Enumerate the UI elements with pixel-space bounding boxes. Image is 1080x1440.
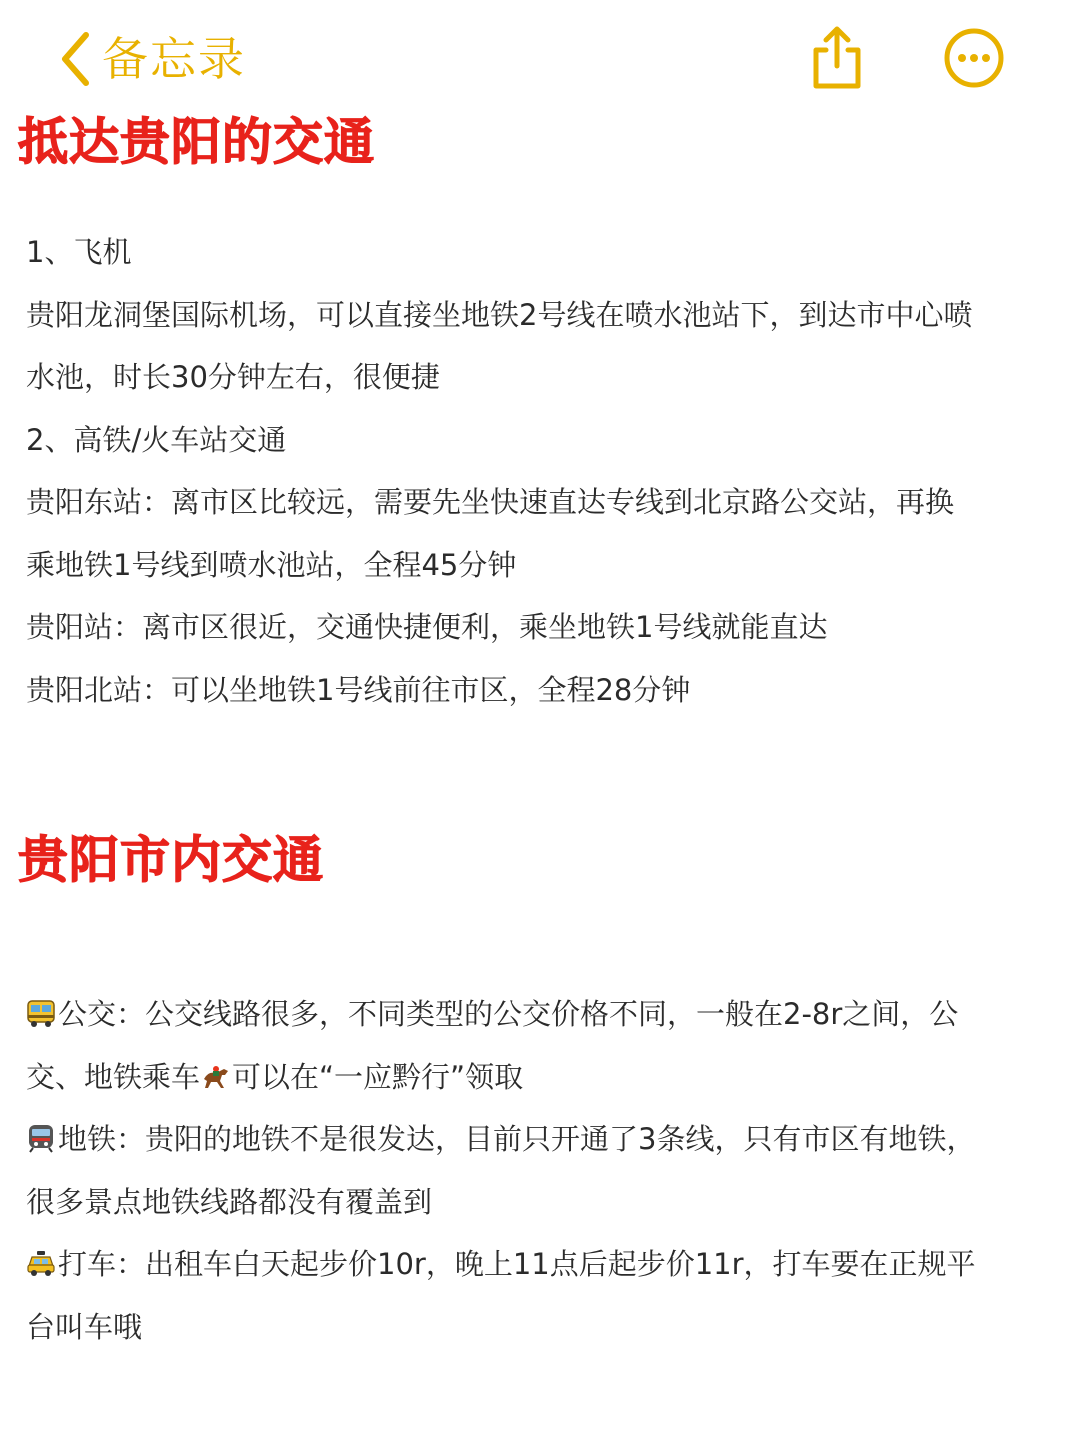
section-heading-city-transport: 贵阳市内交通	[18, 831, 324, 889]
more-button[interactable]	[942, 26, 1006, 90]
bus-icon	[26, 998, 56, 1028]
chevron-left-icon	[58, 29, 92, 89]
content-line: 贵阳东站：离市区比较远，需要先坐快速直达专线到北京路公交站，再换	[26, 485, 955, 519]
city-transport-content	[26, 983, 1056, 1358]
content-line: 贵阳北站：可以坐地铁1号线前往市区，全程28分钟	[26, 672, 691, 707]
bus-line	[26, 983, 1056, 1046]
taxi-line	[26, 1233, 1056, 1296]
section-heading-arrival: 抵达贵阳的交通	[18, 113, 375, 171]
bus-text: 公交：公交线路很多，不同类型的公交价格不同，一般在2-8r之间，公	[58, 997, 959, 1031]
metro-text: 地铁：贵阳的地铁不是很发达，目前只开通了3条线，只有市区有地铁，	[58, 1122, 976, 1156]
content-line: 1、飞机	[26, 235, 132, 269]
back-button[interactable]	[58, 26, 246, 92]
content-line: 2、高铁/火车站交通	[26, 422, 287, 457]
content-line: 乘地铁1号线到喷水池站，全程45分钟	[26, 547, 517, 582]
navigation-bar	[0, 0, 1080, 110]
bus-text: 交、地铁乘车	[26, 1059, 201, 1094]
share-button[interactable]	[806, 24, 868, 92]
bus-text: 可以在“一应黔行”领取	[232, 1059, 524, 1094]
horse-racing-icon	[200, 1061, 232, 1091]
arrival-content	[26, 221, 1056, 721]
share-icon	[806, 24, 868, 92]
taxi-text: 打车：出租车白天起步价10r，晚上11点后起步价11r，打车要在正规平	[58, 1247, 976, 1281]
taxi-line-continued: 台叫车哦	[26, 1309, 143, 1344]
taxi-icon	[26, 1248, 56, 1278]
back-label: 备忘录	[102, 32, 246, 86]
metro-line	[26, 1108, 1056, 1171]
metro-icon	[26, 1123, 56, 1153]
more-icon	[942, 26, 1006, 90]
content-line: 水池，时长30分钟左右，很便捷	[26, 360, 440, 394]
bus-line-continued	[26, 1046, 1056, 1109]
content-line: 贵阳站：离市区很近，交通快捷便利，乘坐地铁1号线就能直达	[26, 610, 828, 644]
content-line: 贵阳龙洞堡国际机场，可以直接坐地铁2号线在喷水池站下，到达市中心喷	[26, 297, 973, 332]
metro-line-continued: 很多景点地铁线路都没有覆盖到	[26, 1184, 433, 1219]
